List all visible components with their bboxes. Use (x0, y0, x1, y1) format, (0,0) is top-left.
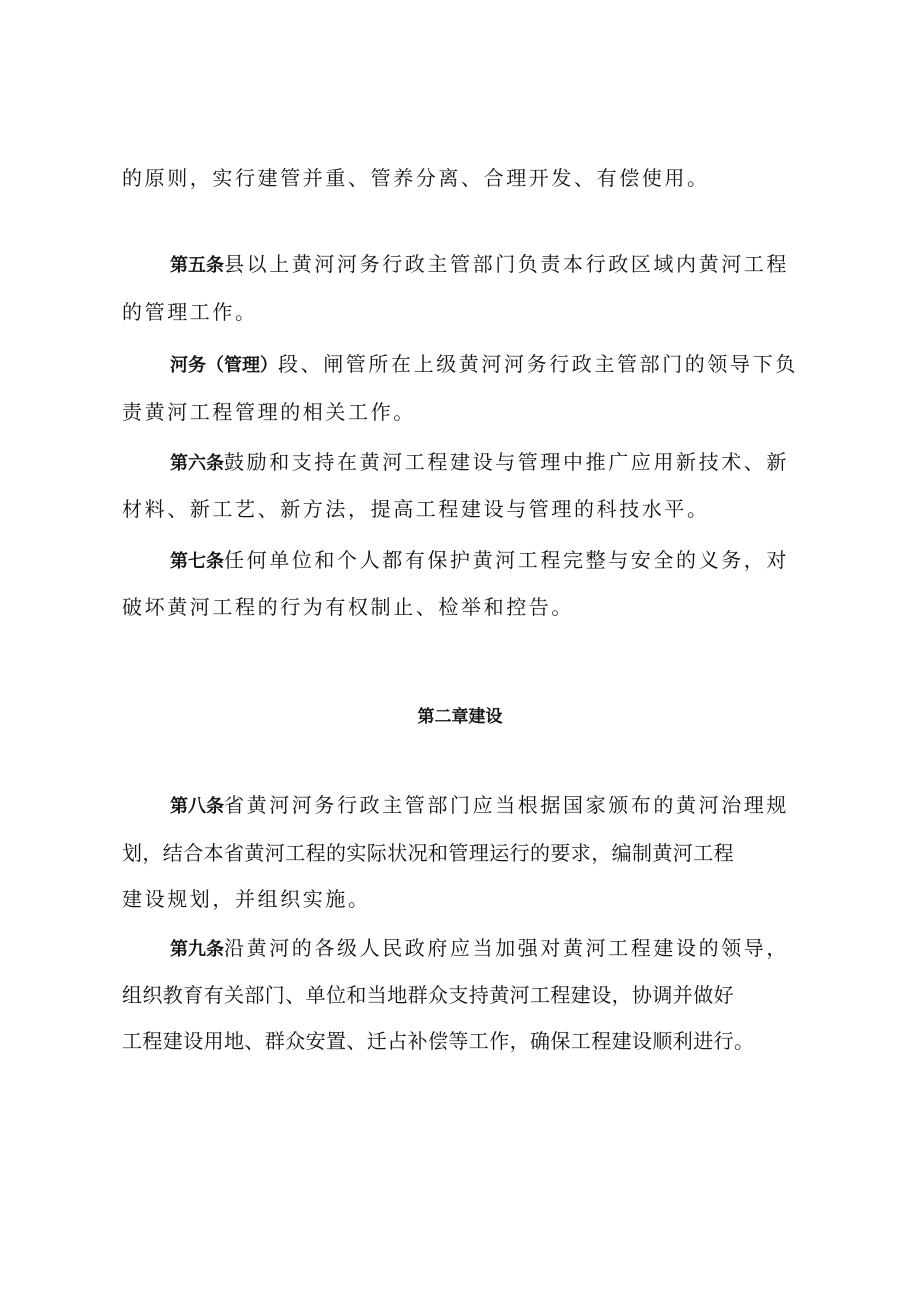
line-text: 建设规划，并组织实施。 (122, 887, 371, 911)
chapter-2-heading: 第二章建设 (417, 707, 503, 727)
article-7-line-1 (170, 546, 812, 576)
line-text: 段、闸管所在上级黄河河务行政主管部门的领导下负 (278, 352, 798, 376)
article-9-line-1 (170, 934, 812, 964)
article-9-line-3 (122, 1027, 812, 1055)
line-text: 的原则，实行建管并重、管养分离、合理开发、有偿使用。 (122, 166, 710, 190)
line-text: 材料、新工艺、新方法，提高工程建设与管理的科技水平。 (122, 497, 710, 521)
line-text: 任何单位和个人都有保护黄河工程完整与安全的义务，对 (224, 548, 789, 572)
line-text: 工程建设用地、群众安置、迁占补偿等工作，确保工程建设顺利进行。 (122, 1029, 755, 1053)
article-5-line-2 (122, 298, 812, 326)
line-text: 责黄河工程管理的相关工作。 (122, 400, 416, 424)
article-8-line-1 (170, 791, 812, 821)
article-5-para-2-label: 河务（管理） (170, 355, 278, 376)
article-6-line-2 (122, 495, 812, 523)
article-6-label: 第六条 (170, 453, 224, 474)
line-text: 的管理工作。 (122, 300, 258, 324)
line-text: 沿黄河的各级人民政府应当加强对黄河工程建设的领导， (224, 936, 789, 960)
article-5-para-2-line-2 (122, 398, 812, 426)
line-text: 鼓励和支持在黄河工程建设与管理中推广应用新技术、新 (224, 450, 789, 474)
line-text: 破坏黄河工程的行为有权制止、检举和控告。 (122, 595, 574, 619)
paragraph-line (122, 164, 812, 192)
article-7-label: 第七条 (170, 551, 224, 572)
line-text: 划，结合本省黄河工程的实际状况和管理运行的要求，编制黄河工程 (122, 841, 734, 865)
article-6-line-1 (170, 448, 812, 478)
line-text: 省黄河河务行政主管部门应当根据国家颁布的黄河治理规 (224, 793, 789, 817)
article-5-para-2-line-1 (170, 350, 812, 380)
line-text: 组织教育有关部门、单位和当地群众支持黄河工程建设，协调并做好 (122, 983, 734, 1007)
article-7-line-2 (122, 593, 812, 621)
article-8-label: 第八条 (170, 796, 224, 817)
article-9-line-2 (122, 981, 812, 1009)
article-8-line-2 (122, 839, 812, 867)
line-text: 县以上黄河河务行政主管部门负责本行政区域内黄河工程 (224, 252, 789, 276)
article-5-line-1 (170, 250, 812, 280)
article-5-label: 第五条 (170, 255, 224, 276)
article-8-line-3 (122, 885, 812, 913)
article-9-label: 第九条 (170, 939, 224, 960)
